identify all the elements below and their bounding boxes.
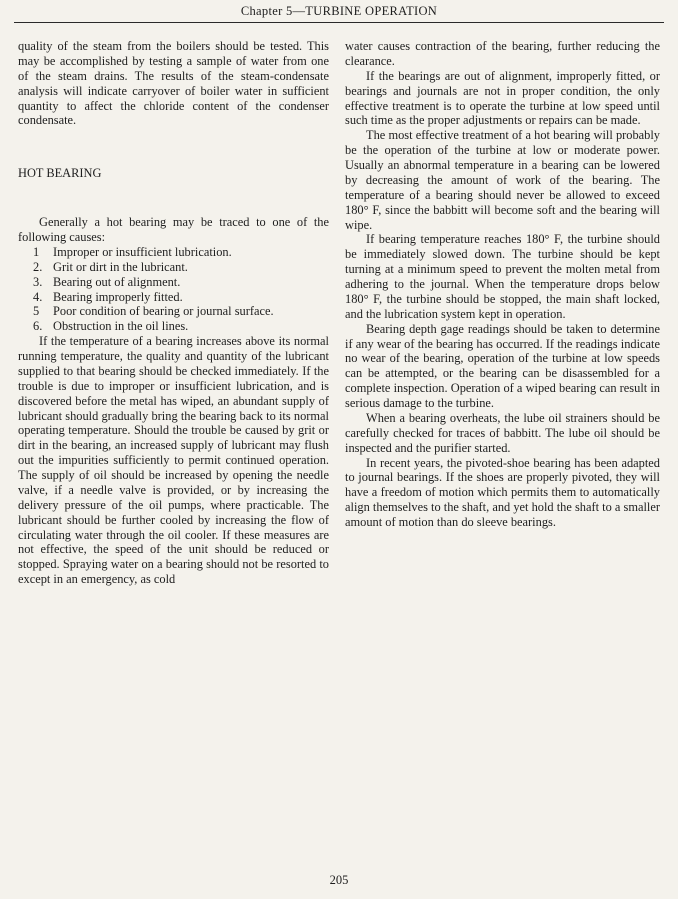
body-paragraph: Bearing depth gage readings should be taken to determine if any wear of the bearing has occurred. If the readings indicate no wear of the bearing, operation of the turbine at low speeds can be attempted, or the bearing can be disassembled for a complete inspection. Operation of a wiped bearing can result in serious damage to the turbine. — [345, 321, 660, 410]
list-item — [18, 290, 329, 305]
list-number: 1 — [33, 244, 40, 259]
body-paragraph: If bearing temperature reaches 180° F, the turbine should be immediately slowed down. The turbine should be kept turning at a minimum speed to prevent the molten metal from adhering to the journal. When the temperature drops below 180° F, the turbine should be stopped, the main shaft locked, and the lubrication system kept in operation. — [345, 232, 660, 321]
section-heading: HOT BEARING — [18, 166, 102, 181]
list-number: 3. — [33, 274, 43, 289]
list-item — [18, 275, 329, 290]
body-paragraph: When a bearing overheats, the lube oil strainers should be carefully checked for traces of babbitt. The lube oil should be inspected and the purifier started. — [345, 410, 660, 455]
list-text: Grit or dirt in the lubricant. — [53, 259, 188, 274]
list-number: 2. — [33, 259, 43, 274]
list-item — [18, 304, 329, 319]
body-paragraph: The most effective treatment of a hot bearing will probably be the operation of the turbine at low or moderate power. Usually an abnormal temperature in a bearing can be lowered by decreasing the amount of work of the bearing. The temperature of a bearing should never be allowed to exceed 180° F, since the babbitt will become soft and the bearing will wipe. — [345, 128, 660, 232]
list-text: Improper or insufficient lubrication. — [53, 244, 232, 259]
list-number: 6. — [33, 319, 43, 334]
page-number: 205 — [329, 873, 349, 887]
header-rule — [14, 22, 664, 23]
spacer — [18, 128, 329, 166]
list-text: Obstruction in the oil lines. — [53, 319, 189, 334]
temperature-paragraph: If the temperature of a bearing increases above its normal running temperature, the quality and quantity of the lubricant supplied to that bearing should be checked immediately. If the trouble is due to improper or insufficient lubrication, and is discovered before the metal has wiped, an abundant supply of lubricant should gradually bring the bearing back to its normal operating temperature. Should the trouble be caused by grit or dirt in the bearing, an increased supply of lubricant may flush out the impurities sufficiently to permit continued operation. The supply of oil should be increased by opening the needle valve, if a needle valve is provided, or by increasing the delivery pressure of the oil pumps, where practicable. The lubricant should be further cooled by increasing the flow of circulating water through the oil cooler. If these measures are not effective, the speed of the unit should be reduced or stopped. Spraying water on a bearing should not be resorted to except in an emergency, as cold — [18, 334, 329, 587]
list-item — [18, 319, 329, 334]
spacer — [18, 181, 329, 215]
list-number: 4. — [33, 289, 43, 304]
causes-list — [18, 245, 329, 334]
list-number: 5 — [33, 304, 40, 319]
list-text: Bearing improperly fitted. — [53, 289, 183, 304]
body-paragraph: If the bearings are out of alignment, improperly fitted, or bearings and journals are not in proper condition, the only effective treatment is to operate the turbine at low speed until such time as the proper adjustments or repairs can be made. — [345, 68, 660, 128]
left-column — [18, 39, 329, 587]
body-paragraph: In recent years, the pivoted-shoe bearing has been adapted to journal bearings. If the shoes are properly pivoted, they will have a freedom of motion which permits them to automatically align themselves to the shaft, and yet hold the shaft to a smaller amount of motion than do sleeve bearings. — [345, 455, 660, 529]
list-text: Bearing out of alignment. — [53, 274, 181, 289]
right-column — [345, 39, 660, 530]
chapter-header: Chapter 5—TURBINE OPERATION — [240, 4, 438, 18]
list-item — [18, 245, 329, 260]
continuation-paragraph: water causes contraction of the bearing, further reducing the clearance. — [345, 39, 660, 68]
list-item — [18, 260, 329, 275]
causes-intro: Generally a hot bearing may be traced to one of the following causes: — [18, 215, 329, 244]
intro-paragraph: quality of the steam from the boilers should be tested. This may be accomplished by testing a sample of water from one of the steam drains. The results of the steam-condensate analysis will indicate carryover of boiler water in sufficient quantity to affect the chloride content of the condenser condensate. — [18, 39, 329, 128]
list-text: Poor condition of bearing or journal surface. — [53, 304, 274, 319]
